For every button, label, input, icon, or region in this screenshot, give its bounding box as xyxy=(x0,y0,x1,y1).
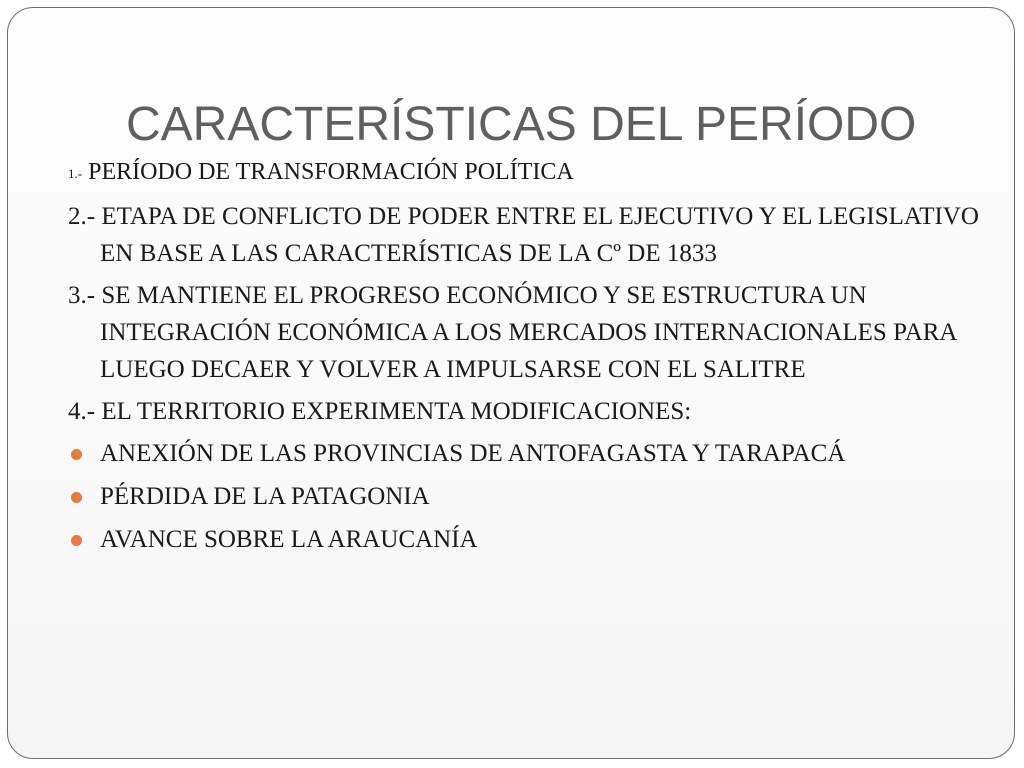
bullet-1-text: ANEXIÓN DE LAS PROVINCIAS DE ANTOFAGASTA Y TARAPACÁ xyxy=(100,440,846,467)
item-4-text: 4.- EL TERRITORIO EXPERIMENTA MODIFICACIONES: xyxy=(68,398,692,425)
item-1-text: PERÍODO DE TRANSFORMACIÓN POLÍTICA xyxy=(88,159,574,185)
slide-body xyxy=(68,154,988,564)
bullet-2-text: PÉRDIDA DE LA PATAGONIA xyxy=(100,483,430,510)
bullet-item-3 xyxy=(68,521,988,558)
bullet-item-1 xyxy=(68,435,988,472)
bullet-dot-icon xyxy=(71,492,82,503)
item-1-number: 1.- xyxy=(68,166,83,181)
item-3-text: 3.- SE MANTIENE EL PROGRESO ECONÓMICO Y SE ESTRUCTURA UN INTEGRACIÓN ECONÓMICA A LOS MERCADOS INTERNACIONALES PARA LUEGO DECAER Y VOLVER A IMPULSARSE CON EL SALITRE xyxy=(68,282,957,383)
list-item-3 xyxy=(68,277,988,388)
bullet-item-2 xyxy=(68,478,988,515)
list-item-2 xyxy=(68,198,988,272)
bullet-3-text: AVANCE SOBRE LA ARAUCANÍA xyxy=(100,526,478,553)
slide-frame xyxy=(7,7,1015,759)
slide-title: CARACTERÍSTICAS DEL PERÍODO xyxy=(126,98,917,151)
bullet-dot-icon xyxy=(71,535,82,546)
item-2-text: 2.- ETAPA DE CONFLICTO DE PODER ENTRE EL EJECUTIVO Y EL LEGISLATIVO EN BASE A LAS CARACTERÍSTICAS DE LA Cº DE 1833 xyxy=(68,203,979,267)
list-item-1 xyxy=(68,154,988,192)
bullet-dot-icon xyxy=(71,449,82,460)
list-item-4 xyxy=(68,393,988,430)
